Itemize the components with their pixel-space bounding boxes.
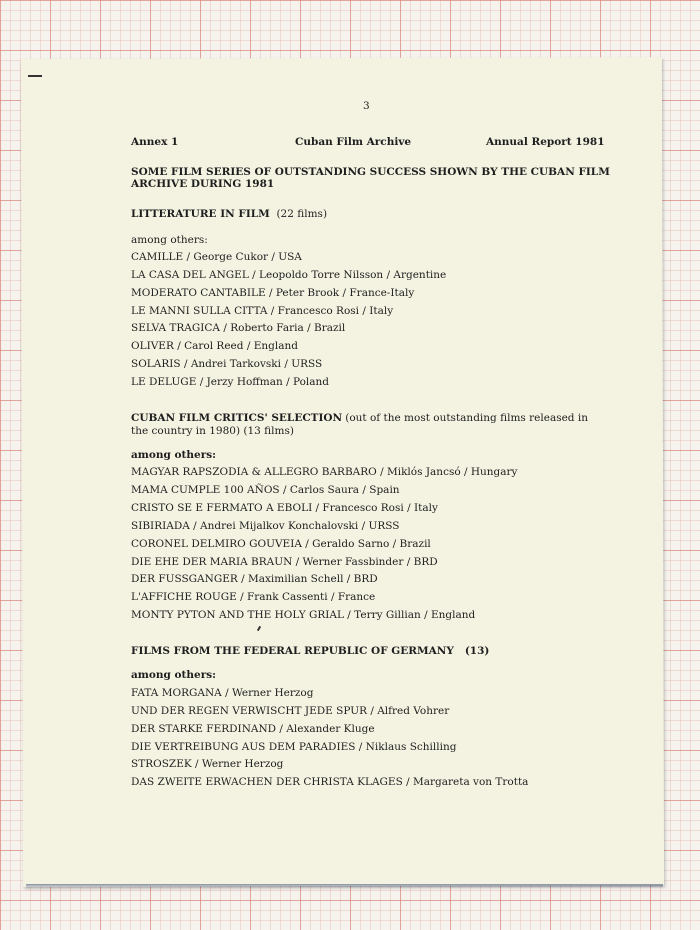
film-entry: LE DELUGE / Jerzy Hoffman / Poland	[131, 376, 330, 388]
section-frg-intro: among others:	[131, 669, 217, 681]
section-frg-heading	[131, 645, 489, 657]
film-entry: CAMILLE / George Cukor / USA	[131, 251, 302, 263]
film-entry: UND DER REGEN VERWISCHT JEDE SPUR / Alfred Vohrer	[131, 705, 450, 717]
section-critics-intro: among others:	[131, 449, 217, 461]
film-entry: MONTY PYTON AND THE HOLY GRIAL / Terry Gillian / England	[131, 609, 476, 621]
section-critics-title: CUBAN FILM CRITICS' SELECTION	[131, 412, 343, 424]
film-entry: FATA MORGANA / Werner Herzog	[131, 687, 314, 699]
film-entry: MAMA CUMPLE 100 AÑOS / Carlos Saura / Spain	[131, 484, 400, 496]
film-entry: STROSZEK / Werner Herzog	[131, 758, 284, 770]
section-critics-heading	[131, 412, 588, 424]
section-literature-intro: among others:	[131, 234, 208, 246]
film-entry: SELVA TRAGICA / Roberto Faria / Brazil	[131, 322, 346, 334]
document-title-line-2: ARCHIVE DURING 1981	[131, 178, 275, 190]
section-literature-count: (22 films)	[276, 208, 328, 220]
film-entry: DER STARKE FERDINAND / Alexander Kluge	[131, 723, 375, 735]
film-entry: CORONEL DELMIRO GOUVEIA / Geraldo Sarno / Brazil	[131, 538, 431, 550]
film-entry: DIE VERTREIBUNG AUS DEM PARADIES / Niklaus Schilling	[131, 741, 457, 753]
section-frg-title: FILMS FROM THE FEDERAL REPUBLIC OF GERMANY	[131, 645, 454, 657]
film-entry: DIE EHE DER MARIA BRAUN / Werner Fassbinder / BRD	[131, 556, 438, 568]
header-annex: Annex 1	[131, 136, 179, 148]
film-entry: LA CASA DEL ANGEL / Leopoldo Torre Nilsson / Argentine	[131, 269, 447, 281]
header-archive: Cuban Film Archive	[295, 136, 412, 148]
film-entry: DER FUSSGANGER / Maximilian Schell / BRD	[131, 573, 378, 585]
film-entry: OLIVER / Carol Reed / England	[131, 340, 298, 352]
film-entry: CRISTO SE E FERMATO A EBOLI / Francesco Rosi / Italy	[131, 502, 438, 514]
film-entry: DAS ZWEITE ERWACHEN DER CHRISTA KLAGES / Margareta von Trotta	[131, 776, 529, 788]
header-report: Annual Report 1981	[486, 136, 605, 148]
film-entry: L'AFFICHE ROUGE / Frank Cassenti / France	[131, 591, 376, 603]
film-entry: MODERATO CANTABILE / Peter Brook / France-Italy	[131, 287, 415, 299]
film-entry: SOLARIS / Andrei Tarkovski / URSS	[131, 358, 323, 370]
paper-bottom-edge	[26, 884, 663, 888]
corner-mark	[28, 75, 42, 77]
section-critics-subtitle-line-2: the country in 1980) (13 films)	[131, 425, 294, 437]
section-literature-title: LITTERATURE IN FILM	[131, 208, 270, 220]
section-frg-count: (13)	[464, 645, 490, 657]
section-literature-heading	[131, 208, 327, 220]
page-number: 3	[363, 100, 370, 112]
film-entry: LE MANNI SULLA CITTA / Francesco Rosi / Italy	[131, 305, 394, 317]
section-critics-subtitle-line-1: (out of the most outstanding films released in	[345, 412, 588, 424]
document-title-line-1: SOME FILM SERIES OF OUTSTANDING SUCCESS SHOWN BY THE CUBAN FILM	[131, 166, 610, 178]
film-entry: SIBIRIADA / Andrei Mijalkov Konchalovski / URSS	[131, 520, 400, 532]
film-entry: MAGYAR RAPSZODIA & ALLEGRO BARBARO / Miklós Jancsó / Hungary	[131, 466, 518, 478]
